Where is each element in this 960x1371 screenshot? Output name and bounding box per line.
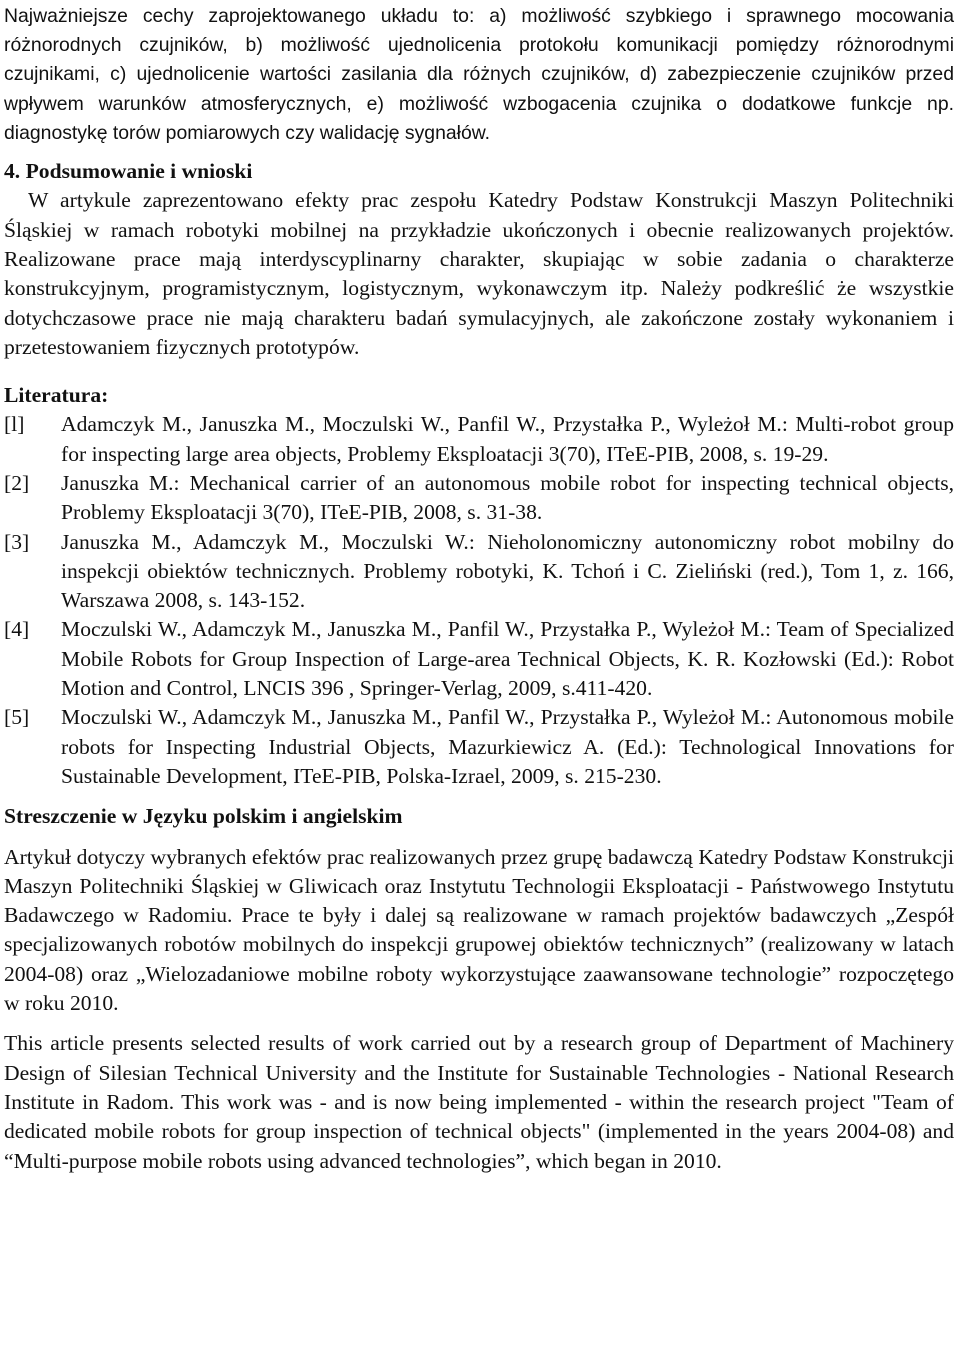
section-4-heading: 4. Podsumowanie i wnioski [4,159,253,184]
section-4-paragraph-text: W artykule zaprezentowano efekty prac zespołu Katedry Podstaw Konstrukcji Maszyn Politechniki Śląskiej w ramach robotyki mobilnej na przykładzie ukończonych i obecnie realizowanych projektów. Realizowane prace mają interdyscyplinarny charakter, skupiając w sobie zadania o charakterze konstrukcyjnym, programistycznym, logistycznym, wykonawczym itp. Należy podkreślić że wszystkie dotychczasowe prace nie mają charakteru badań symulacyjnych, ale zakończone zostały wykonaniem i przetestowaniem fizycznych prototypów. [4,188,954,359]
reference-item-3 [4,528,954,616]
reference-item-2 [4,469,954,528]
reference-number: [l] [4,412,25,437]
reference-item-4 [4,615,954,703]
reference-text: Moczulski W., Adamczyk M., Januszka M., Panfil W., Przystałka P., Wyleżoł M.: Team of Specialized Mobile Robots for Group Inspection of Large-area Technical Objects, K. R. Kozłowski (Ed.): Robot Motion and Control, LNCIS 396 , Springer-Verlag, 2009, s.411-420. [61,617,954,701]
summary-heading: Streszczenie w Języku polskim i angielskim [4,804,403,829]
reference-number: [3] [4,529,30,554]
literature-heading: Literatura: [4,383,109,408]
reference-text: Moczulski W., Adamczyk M., Januszka M., Panfil W., Przystałka P., Wyleżoł M.: Autonomous mobile robots for Inspecting Industrial Objects, Mazurkiewicz A. (Ed.): Technological Innovations for Sustainable Development, ITeE-PIB, Polska-Izrael, 2009, s. 215-230. [61,705,954,788]
reference-item-1 [4,410,954,469]
reference-number: [5] [4,705,30,730]
intro-paragraph: Najważniejsze cechy zaprojektowanego układu to: a) możliwość szybkiego i sprawnego mocowania różnorodnych czujników, b) możliwość ujednolicenia protokołu komunikacji pomiędzy różnorodnymi czujnikami, c) ujednolicenie wartości zasilania dla różnych czujników, d) zabezpieczenie czujników przed wpływem warunków atmosferycznych, e) możliwość wzbogacenia czujnika o dodatkowe funkcje np. diagnostykę torów pomiarowych czy walidację sygnałów. [4,5,954,144]
reference-text: Januszka M., Adamczyk M., Moczulski W.: Nieholonomiczny autonomiczny robot mobilny do inspekcji obiektów technicznych. Problemy robotyki, K. Tchoń i C. Zieliński (red.), Tom 1, z. 166, Warszawa 2008, s. 143-152. [61,529,954,613]
summary-polish-paragraph: Artykuł dotyczy wybranych efektów prac realizowanych przez grupę badawczą Katedry Podstaw Konstrukcji Maszyn Politechniki Śląskiej w Gliwicach oraz Instytutu Technologii Eksploatacji - Państwowego Instytutu Badawczego w Radomiu. Prace te były i dalej są realizowane w ramach projektów badawczych „Zespół specjalizowanych robotów mobilnych do inspekcji grupowej obiektów technicznych” (realizowany w latach 2004-08) oraz „Wielozadaniowe mobilne roboty wykorzystujące zaawansowane technologie” rozpoczętego w roku 2010. [4,844,954,1016]
section-4-paragraph [4,186,954,362]
reference-number: [2] [4,470,30,495]
reference-list [4,410,954,791]
reference-text: Adamczyk M., Januszka M., Moczulski W., Panfil W., Przystałka P., Wyleżoł M.: Multi-robot group for inspecting large area objects, Problemy Eksploatacji 3(70), ITeE-PIB, 2008, s. 19-29. [61,412,954,466]
reference-item-5 [4,703,954,791]
summary-english-paragraph: This article presents selected results of work carried out by a research group of Department of Machinery Design of Silesian Technical University and the Institute for Sustainable Technologies - National Research Institute in Radom. This work was - and is now being implemented - within the research project "Team of dedicated mobile robots for group inspection of technical objects" (implemented in the years 2004-08) and “Multi-purpose mobile robots using advanced technologies”, which began in 2010. [4,1031,954,1173]
reference-text: Januszka M.: Mechanical carrier of an autonomous mobile robot for inspecting technical objects, Problemy Eksploatacji 3(70), ITeE-PIB, 2008, s. 31-38. [61,470,954,525]
reference-number: [4] [4,617,30,642]
